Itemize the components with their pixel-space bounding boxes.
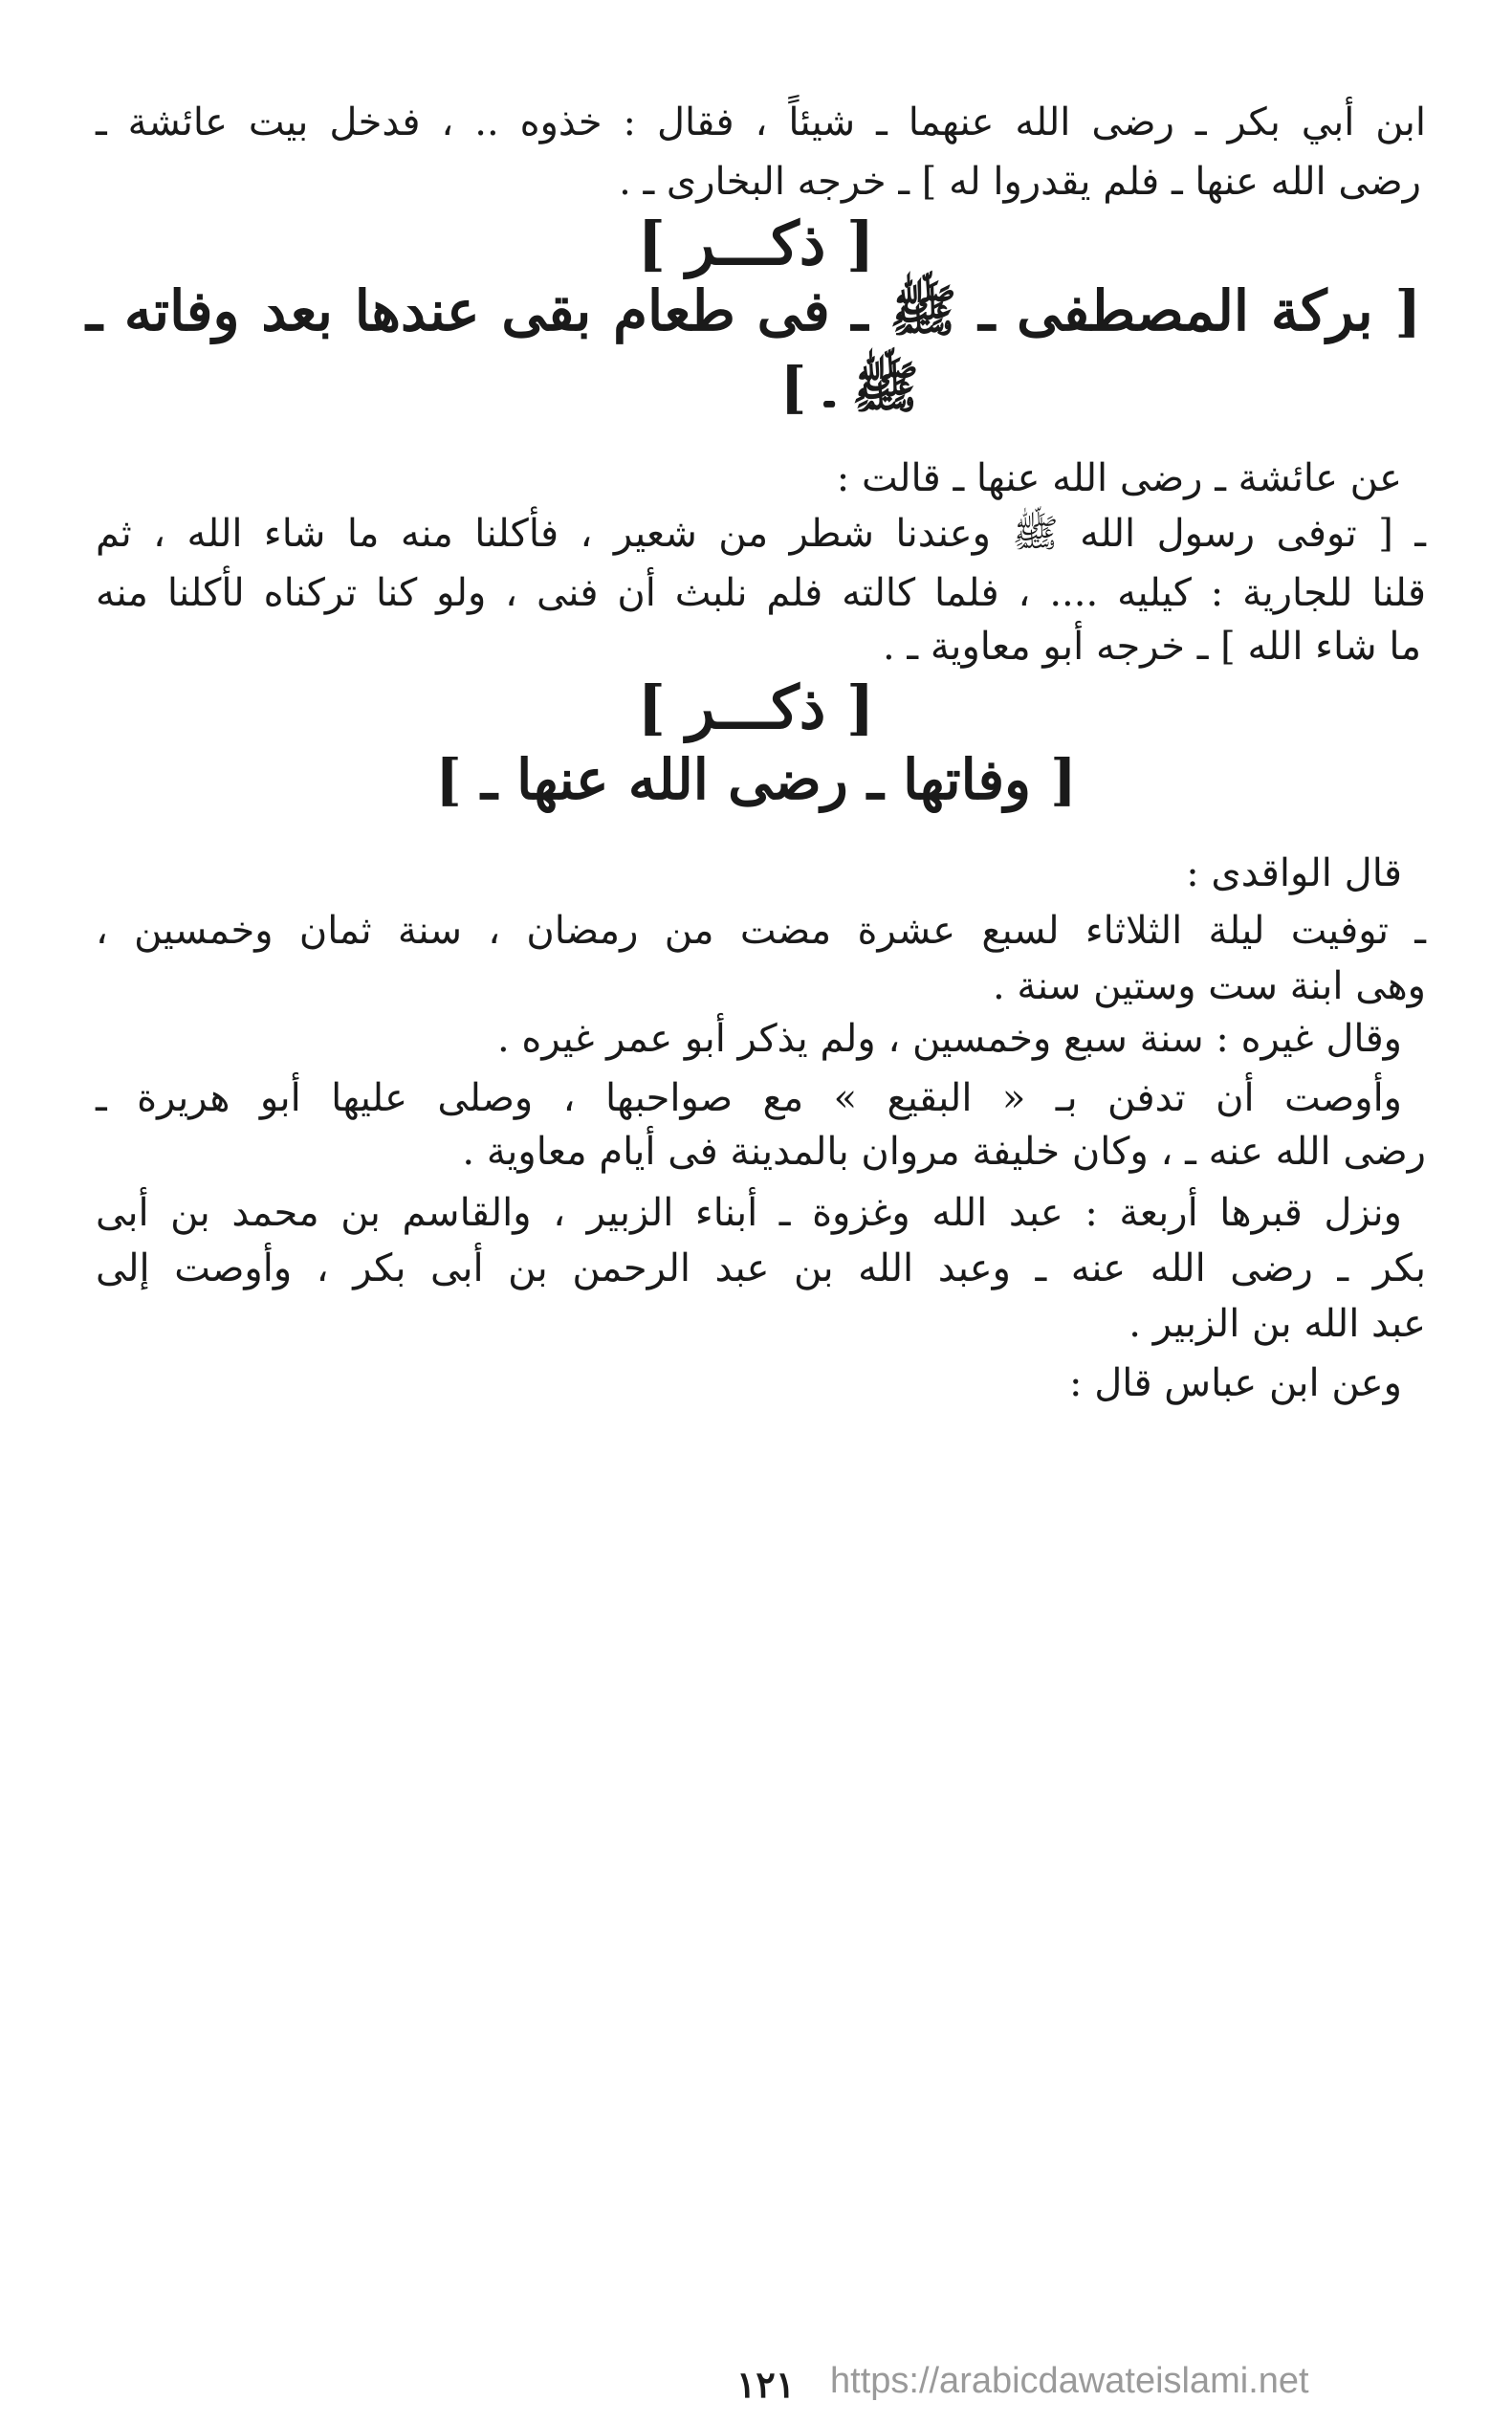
section-heading-dhikr: [ ذكـــر ] bbox=[637, 672, 875, 742]
text-line: وقال غيره : سنة سبع وخمسين ، ولم يذكر أبو عمر غيره . bbox=[496, 1017, 1402, 1061]
section-title-continuation: ﷺ ـ ] bbox=[779, 355, 919, 420]
section-title: [ بركة المصطفى ـ ﷺ ـ فى طعام بقى عندها بعد وفاته ـ bbox=[86, 278, 1421, 343]
text-line: ابن أبي بكر ـ رضى الله عنهما ـ شيئاً ، فقال : خذوه .. ، فدخل بيت عائشة ـ bbox=[96, 100, 1426, 144]
page-number: ١٢١ bbox=[736, 2363, 796, 2406]
text-line: رضى الله عنها ـ فلم يقدروا له ] ـ خرجه البخارى ـ . bbox=[619, 160, 1421, 204]
narration-intro: قال الواقدى : bbox=[1186, 851, 1402, 895]
text-line: ـ [ توفى رسول الله ﷺ وعندنا شطر من شعير ، فأكلنا منه ما شاء الله ، ثم bbox=[96, 512, 1426, 556]
watermark-url: https://arabicdawateislami.net bbox=[830, 2361, 1309, 2401]
text-line: ونزل قبرها أربعة : عبد الله وغزوة ـ أبناء الزبير ، والقاسم بن محمد بن أبى bbox=[96, 1191, 1402, 1235]
text-line: بكر ـ رضى الله عنه ـ وعبد الله بن عبد الرحمن بن أبى بكر ، وأوصت إلى bbox=[96, 1246, 1426, 1290]
text-line: رضى الله عنه ـ ، وكان خليفة مروان بالمدينة فى أيام معاوية . bbox=[462, 1130, 1426, 1174]
text-line: قلنا للجارية : كيليه .... ، فلما كالته فلم نلبث أن فنى ، ولو كنا تركناه لأكلنا منه bbox=[96, 571, 1426, 615]
narration-intro: عن عائشة ـ رضى الله عنها ـ قالت : bbox=[836, 456, 1402, 500]
text-line: ـ توفيت ليلة الثلاثاء لسبع عشرة مضت من رمضان ، سنة ثمان وخمسين ، bbox=[96, 909, 1426, 953]
text-line: وعن ابن عباس قال : bbox=[1069, 1361, 1402, 1405]
text-line: عبد الله بن الزبير . bbox=[1129, 1302, 1426, 1346]
section-title: [ وفاتها ـ رضى الله عنها ـ ] bbox=[435, 747, 1077, 812]
text-line: وهى ابنة ست وستين سنة . bbox=[992, 964, 1426, 1008]
section-heading-dhikr: [ ذكـــر ] bbox=[637, 209, 875, 278]
text-line: وأوصت أن تدفن بـ « البقيع » مع صواحبها ، وصلى عليها أبو هريرة ـ bbox=[96, 1076, 1402, 1120]
text-line: ما شاء الله ] ـ خرجه أبو معاوية ـ . bbox=[883, 625, 1421, 669]
